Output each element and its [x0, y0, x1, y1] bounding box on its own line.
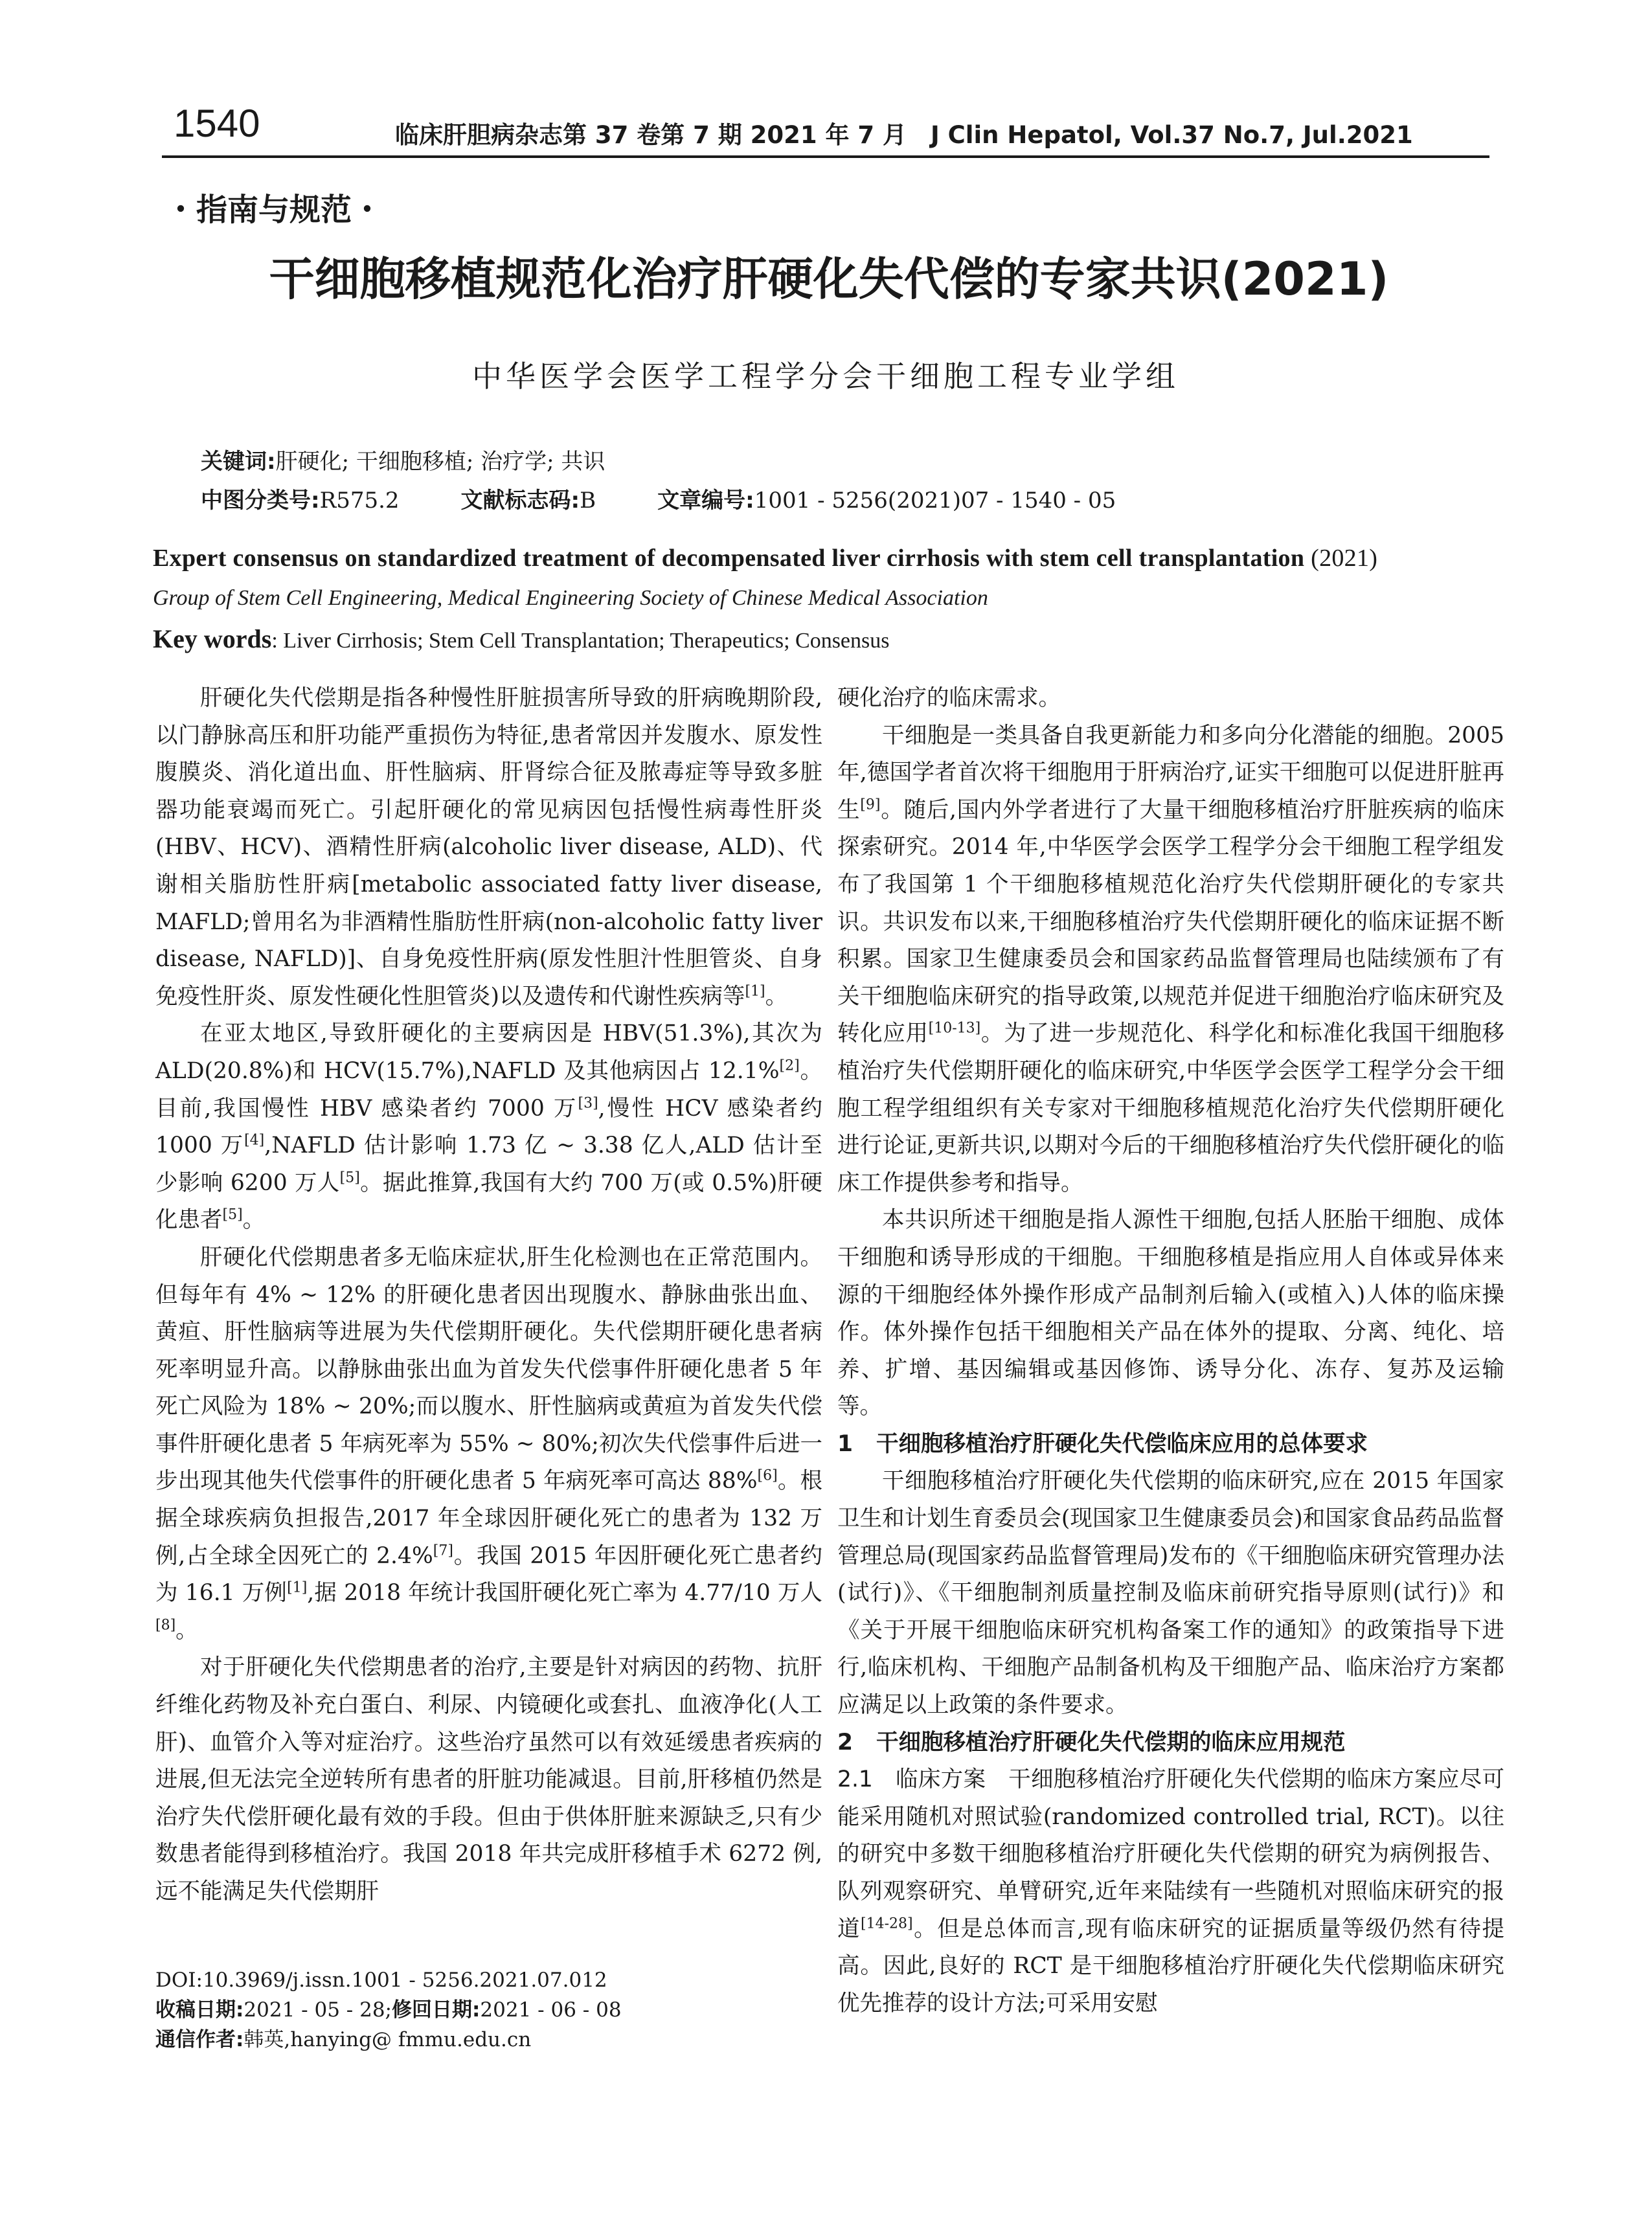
corresponding-label: 通信作者: [155, 2028, 244, 2051]
english-keywords-line: Key words: Liver Cirrhosis; Stem Cell Transplantation; Therapeutics; Consensus [153, 624, 890, 653]
citation[interactable]: [14-28] [861, 1915, 913, 1932]
classification-line [201, 482, 1116, 514]
article-no-label: 文章编号: [657, 488, 754, 513]
citation[interactable]: [6] [757, 1467, 778, 1484]
doc-code: B [580, 488, 596, 513]
citation[interactable]: [3] [578, 1095, 598, 1112]
citation[interactable]: [1] [287, 1579, 308, 1596]
keywords-label: 关键词: [201, 449, 276, 475]
right-paragraph-1: 干细胞是一类具备自我更新能力和多向分化潜能的细胞。2005 年,德国学者首次将干细胞用于肝病治疗,证实干细胞可以促进肝脏再生[9]。随后,国内外学者进行了大量干细胞移植治疗肝脏疾病的临床探索研究。2014 年,中华医学会医学工程学分会干细胞工程学组发布了我国第 1 个干细胞移植规范化治疗失代偿期肝硬化的专家共识。共识发布以来,干细胞移植治疗失代偿期肝硬化的临床证据不断积累。国家卫生健康委员会和国家药品监督管理局也陆续颁布了有关干细胞临床研究的指导政策,以规范并促进干细胞治疗临床研究及转化应用[10-13]。为了进一步规范化、科学化和标准化我国干细胞移植治疗失代偿期肝硬化的临床研究,中华医学会医学工程学分会干细胞工程学组组织有关专家对干细胞移植规范化治疗失代偿期肝硬化进行论证,更新共识,以期对今后的干细胞移植治疗失代偿肝硬化的临床工作提供参考和指导。 [837, 722, 1505, 1196]
classification: R575.2 [319, 488, 400, 513]
section-label: ・指南与规范・ [165, 192, 383, 228]
citation[interactable]: [9] [860, 796, 881, 813]
citation[interactable]: [2] [779, 1057, 800, 1074]
right-paragraph-2: 本共识所述干细胞是指人源性干细胞,包括人胚胎干细胞、成体干细胞和诱导形成的干细胞。干细胞移植是指应用人自体或异体来源的干细胞经体外操作形成产品制剂后输入(或植入)人体的临床操作。体外操作包括干细胞相关产品在体外的提取、分离、纯化、培养、扩增、基因编辑或基因修饰、诱导分化、冻存、复苏及运输等。 [837, 1207, 1504, 1420]
header-rule [162, 155, 1489, 158]
corresponding-line [155, 2025, 822, 2055]
left-paragraph-3: 肝硬化代偿期患者多无临床症状,肝生化检测也在正常范围内。但每年有 4% ~ 12% 的肝硬化患者因出现腹水、静脉曲张出血、黄疸、肝性脑病等进展为失代偿期肝硬化。失代偿期肝硬化患者病死率明显升高。以静脉曲张出血为首发失代偿事件肝硬化患者 5 年死亡风险为 18% ~ 20%;而以腹水、肝性脑病或黄疸为首发失代偿事件肝硬化患者 5 年病死率为 55% ~ 80%;初次失代偿事件后进一步出现其他失代偿事件的肝硬化患者 5 年病死率可高达 88%[6]。根据全球疾病负担报告,2017 年全球因肝硬化死亡的患者为 132 万例,占全球全因死亡的 2.4%[7]。我国 2015 年因肝硬化死亡患者约为 16.1 万例[1],据 2018 年统计我国肝硬化死亡率为 4.77/10 万人[8]。 [155, 1244, 822, 1643]
section-heading-text: 干细胞移植治疗肝硬化失代偿临床应用的总体要求 [876, 1430, 1368, 1457]
right-column [837, 680, 1504, 2022]
citation[interactable]: [10-13] [928, 1020, 981, 1037]
corresponding-author[interactable]: 韩英,hanying@ fmmu.edu.cn [243, 2028, 532, 2051]
citation[interactable]: [5] [339, 1169, 360, 1186]
citation[interactable]: [8] [155, 1617, 176, 1634]
english-keywords: Liver Cirrhosis; Stem Cell Transplantation; Therapeutics; Consensus [283, 629, 890, 653]
doi[interactable]: DOI:10.3969/j.issn.1001 - 5256.2021.07.012 [155, 1969, 607, 1992]
section-number: 2 [837, 1729, 854, 1755]
citation[interactable]: [7] [433, 1542, 453, 1559]
section-heading-text: 干细胞移植治疗肝硬化失代偿期的临床应用规范 [876, 1729, 1346, 1755]
right-paragraph-3: 干细胞移植治疗肝硬化失代偿期的临床研究,应在 2015 年国家卫生和计划生育委员会(现国家卫生健康委员会)和国家食品药品监督管理总局(现国家药品监督管理局)发布的《干细胞临床研究管理办法(试行)》、《干细胞制剂质量控制及临床前研究指导原则(试行)》和《关于开展干细胞临床研究机构备案工作的通知》的政策指导下进行,临床机构、干细胞产品制备机构及干细胞产品、临床治疗方案都应满足以上政策的条件要求。 [837, 1468, 1504, 1719]
section-number: 1 [837, 1430, 854, 1457]
page-number: 1540 [174, 102, 260, 145]
section-heading-1 [837, 1426, 1504, 1463]
doc-code-label: 文献标志码: [460, 488, 580, 513]
revised-date: 2021 - 06 - 08 [480, 1998, 622, 2022]
left-paragraph-2: 在亚太地区,导致肝硬化的主要病因是 HBV(51.3%),其次为 ALD(20.8%)和 HCV(15.7%),NAFLD 及其他病因占 12.1%[2]。目前,我国慢性 HBV 感染者约 7000 万[3],慢性 HCV 感染者约 1000 万[4],NAFLD 估计影响 1.73 亿 ~ 3.38 亿人,ALD 估计至少影响 6200 万人[5]。据此推算,我国有大约 700 万(或 0.5%)肝硬化患者[5]。 [155, 1021, 823, 1234]
keywords: 肝硬化; 干细胞移植; 治疗学; 共识 [275, 449, 605, 475]
left-column [155, 680, 822, 1911]
article-no: 1001 - 5256(2021)07 - 1540 - 05 [754, 488, 1116, 513]
english-group: Group of Stem Cell Engineering, Medical Engineering Society of Chinese Medical Association [153, 586, 988, 610]
left-paragraph-1: 肝硬化失代偿期是指各种慢性肝脏损害所导致的肝病晚期阶段,以门静脉高压和肝功能严重损伤为特征,患者常因并发腹水、原发性腹膜炎、消化道出血、肝性脑病、肝肾综合征及脓毒症等导致多脏器功能衰竭而死亡。引起肝硬化的常见病因包括慢性病毒性肝炎(HBV、HCV)、酒精性肝病(alcoholic liver disease, ALD)、代谢相关脂肪性肝病[metabolic associated fatty liver disease, MAFLD;曾用名为非酒精性脂肪性肝病(non-alcoholic fatty liver disease, NAFLD)]、自身免疫性肝病(原发性胆汁性胆管炎、自身免疫性肝炎、原发性硬化性胆管炎)以及遗传和代谢性疾病等[1]。 [155, 685, 822, 1010]
right-paragraph-4: 2.1 临床方案 干细胞移植治疗肝硬化失代偿期的临床方案应尽可能采用随机对照试验(randomized controlled trial, RCT)。以往的研究中多数干细胞移植治疗肝硬化失代偿期的研究为病例报告、队列观察研究、单臂研究,近年来陆续有一些随机对照临床研究的报道[14-28]。但是总体而言,现有临床研究的证据质量等级仍然有待提高。因此,良好的 RCT 是干细胞移植治疗肝硬化失代偿期临床研究优先推荐的设计方法;可采用安慰 [837, 1766, 1505, 2016]
subsection-title: 临床方案 [896, 1766, 986, 1793]
english-title-year: (2021) [1311, 545, 1378, 572]
right-paragraph-0: 硬化治疗的临床需求。 [837, 685, 1061, 711]
author-group: 中华医学会医学工程学分会干细胞工程专业学组 [472, 359, 1179, 394]
footnote-block [155, 1965, 822, 2055]
section-heading-2 [837, 1724, 1504, 1762]
citation[interactable]: [1] [745, 983, 765, 1000]
english-keywords-label: Key words [153, 624, 272, 653]
english-title [153, 544, 1377, 572]
subsection-number: 2.1 [837, 1766, 873, 1793]
revised-label: 修回日期: [392, 1998, 481, 2022]
article-title: 干细胞移植规范化治疗肝硬化失代偿的专家共识(2021) [269, 253, 1389, 306]
english-title-text: Expert consensus on standardized treatment of decompensated liver cirrhosis with stem cell transplantation [153, 545, 1305, 572]
keywords-line [201, 444, 605, 475]
running-head: 临床肝胆病杂志第 37 卷第 7 期 2021 年 7 月 J Clin Hepatol, Vol.37 No.7, Jul.2021 [395, 121, 1413, 149]
citation[interactable]: [4] [244, 1132, 265, 1149]
dates-line [155, 1995, 822, 2025]
received-label: 收稿日期: [155, 1998, 244, 2022]
citation[interactable]: [5] [222, 1206, 243, 1223]
classification-label: 中图分类号: [201, 488, 320, 513]
received-date: 2021 - 05 - 28; [243, 1998, 392, 2022]
left-paragraph-4: 对于肝硬化失代偿期患者的治疗,主要是针对病因的药物、抗肝纤维化药物及补充白蛋白、利尿、内镜硬化或套扎、血液净化(人工肝)、血管介入等对症治疗。这些治疗虽然可以有效延缓患者疾病的进展,但无法完全逆转所有患者的肝脏功能减退。目前,肝移植仍然是治疗失代偿肝硬化最有效的手段。但由于供体肝脏来源缺乏,只有少数患者能得到移植治疗。我国 2018 年共完成肝移植手术 6272 例,远不能满足失代偿期肝 [155, 1654, 822, 1904]
